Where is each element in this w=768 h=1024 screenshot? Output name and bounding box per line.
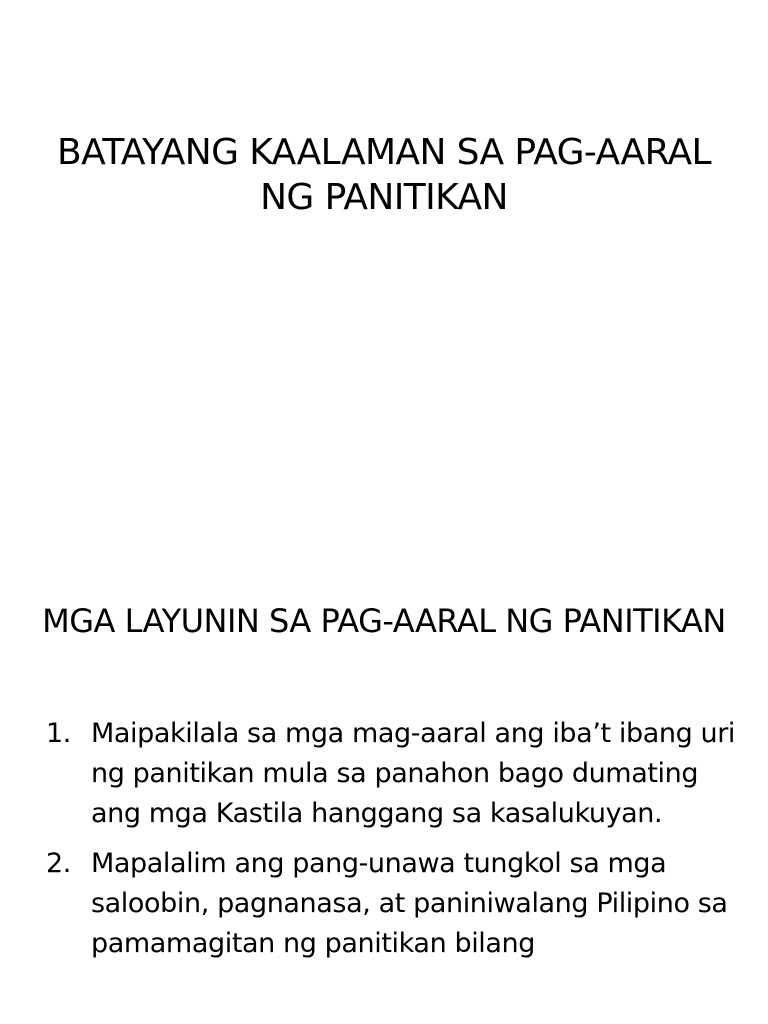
list-item-number: 2. <box>46 848 71 879</box>
list-item-text: Mapalalim ang pang-unawa tungkol sa mga saloobin, pagnanasa, at paniniwalang Pilipino sa pamamagitan ng panitikan bilang <box>91 848 728 959</box>
slide-title-heading: BATAYANG KAALAMAN SA PAG-AARAL NG PANITIKAN <box>56 132 712 218</box>
slide-objectives <box>0 576 768 1024</box>
list-item <box>38 714 738 834</box>
list-item-text: Maipakilala sa mga mag-aaral ang iba’t ibang uri ng panitikan mula sa panahon bago dumating ang mga Kastila hanggang sa kasalukuyan. <box>91 718 736 829</box>
objectives-heading: MGA LAYUNIN SA PAG-AARAL NG PANITIKAN <box>42 602 726 640</box>
list-item <box>38 844 738 964</box>
objectives-list <box>38 714 738 974</box>
list-item-number: 1. <box>46 718 71 749</box>
